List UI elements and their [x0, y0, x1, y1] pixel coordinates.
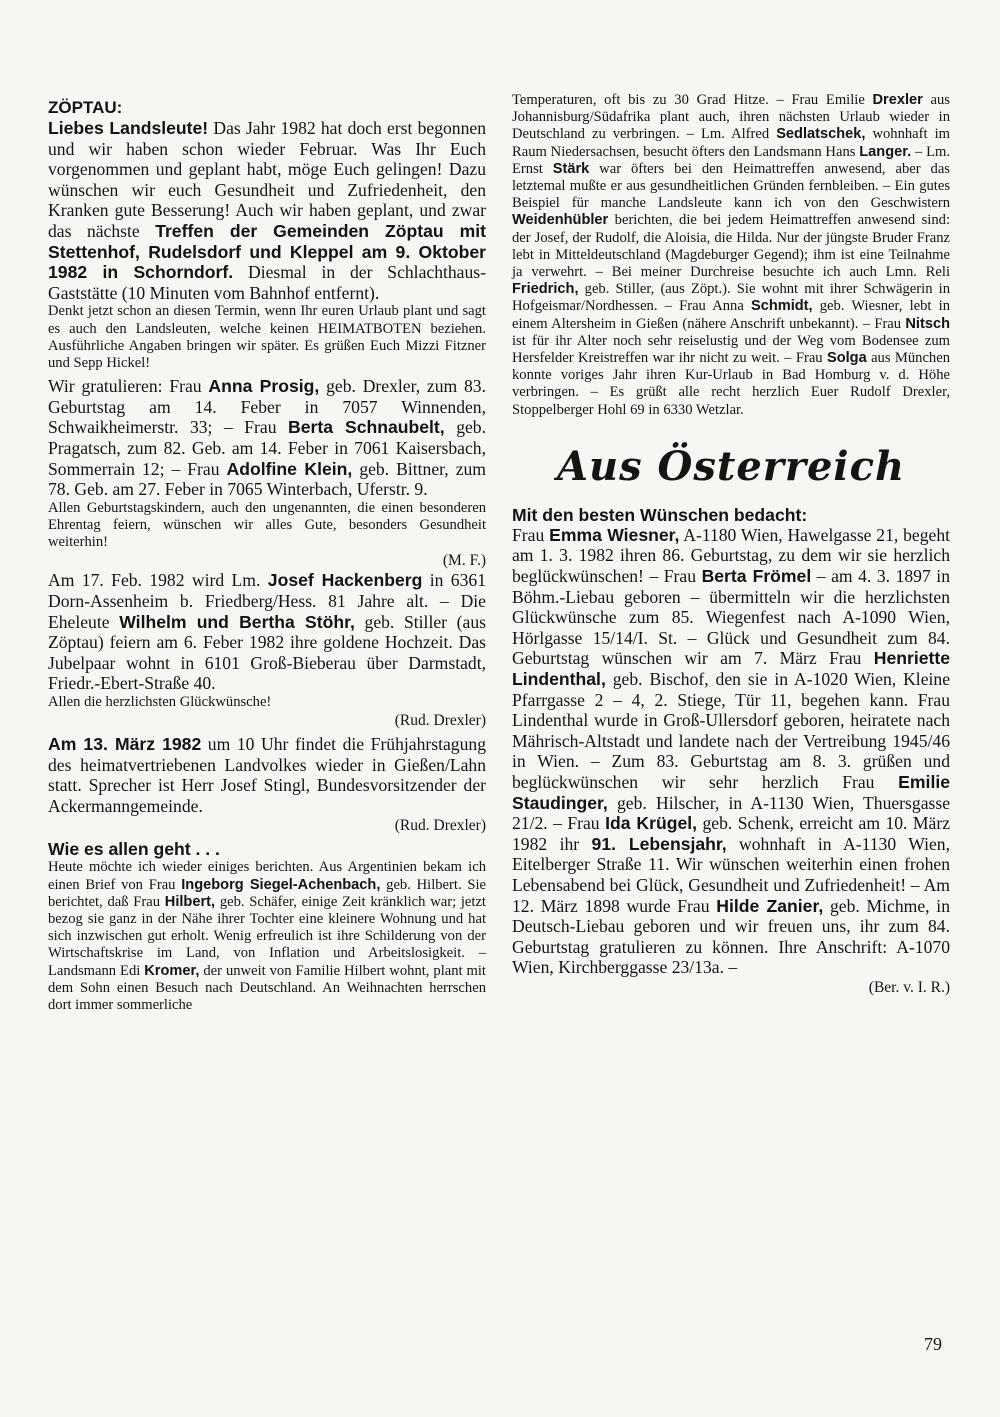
- paragraph-spring-meeting: Am 13. März 1982 um 10 Uhr findet die Frühjahrstagung des heimatvertriebenen Landvolkes wieder in Gießen/Lahn statt. Sprecher ist Herr Josef Stingl, Bundesvorsitzender der Ackermanngemeinde.: [48, 734, 486, 816]
- signature-rud-drexler-2: (Rud. Drexler): [394, 817, 486, 835]
- right-column: [512, 92, 950, 997]
- paragraph-greeting: Liebes Landsleute! Das Jahr 1982 hat doch erst begonnen und wir haben schon wieder Februar. Was Ihr Euch vorgenommen und geplant habt, möge Euch gelingen! Dazu wünschen wir euch Gesundheit und Zufriedenheit, den Kranken gute Besserung! Auch wir haben geplant, und zwar das nächste Treffen der Gemeinden Zöptau mit Stettenhof, Rudelsdorf und Kleppel am 9. Oktober 1982 in Schorndorf. Diesmal in der Schlachthaus-Gaststätte (10 Minuten vom Bahnhof entfernt).: [48, 118, 486, 303]
- paragraph-report: Heute möchte ich wieder einiges berichten. Aus Argentinien bekam ich einen Brief von Frau Ingeborg Siegel-Achenbach, geb. Hilbert. Sie berichtet, daß Frau Hilbert, geb. Schäfer, einige Zeit kränklich war; jetzt bezog sie ganz in der Nähe ihrer Tochter eine kleinere Wohnung und hat sich inzwischen gut erholt. Wenig erfreulich ist ihre Schilderung von der Wirtschaftskrise im Land, von Inflation und Arbeitslosigkeit. – Landsmann Edi Kromer, der unweit von Familie Hilbert wohnt, plant mit dem Sohn einen Besuch nach Deutschland. An Weihnachten herrschen dort immer sommerliche: [48, 859, 486, 1014]
- left-column: [48, 92, 486, 1014]
- paragraph-austria-birthdays: Frau Emma Wiesner, A-1180 Wien, Hawelgasse 21, begeht am 1. 3. 1982 ihren 86. Geburtstag, zu dem wir sie herzlich beglückwünschen! – Frau Berta Frömel – am 4. 3. 1897 in Böhm.-Liebau geboren – übermitteln wir die herzlichsten Glückwünsche zum 85. Wiegenfest nach A-1090 Wien, Hörlgasse 15/14/I. St. – Glück und Gesundheit zum 84. Geburtstag wünschen wir am 7. März Frau Henriette Lindenthal, geb. Bischof, den sie in A-1020 Wien, Kleine Pfarrgasse 2 – 4, 2. Stiege, Tür 11, begehen kann. Frau Lindenthal wurde in Groß-Ullersdorf geboren, heiratete nach Mährisch-Altstadt und landete nach der Vertreibung 1945/46 in Wien. – Zum 83. Geburtstag am 8. 3. grüßen und beglückwünschen wir sehr herzlich Frau Emilie Staudinger, geb. Hilscher, in A-1130 Wien, Thuersgasse 21/2. – Frau Ida Krügel, geb. Schenk, erreicht am 10. März 1982 ihr 91. Lebensjahr, wohnhaft in A-1130 Wien, Eitelberger Straße 11. Wir wünschen weiterhin einen frohen Lebensabend bei Glück, Gesundheit und Zufriedenheit! – Am 12. März 1898 wurde Frau Hilde Zanier, geb. Michme, in Deutsch-Liebau geboren und wir freuen uns, ihr zum 84. Geburtstag gratulieren zu können. Ihre Anschrift: A-1070 Wien, Kirchberggasse 23/13a. –: [512, 524, 951, 978]
- paragraph-congrats: Allen die herzlichsten Glückwünsche!: [48, 693, 272, 710]
- signature-mf: (M. F.): [442, 552, 486, 570]
- paragraph-birthdays: Wir gratulieren: Frau Anna Prosig, geb. Drexler, zum 83. Geburtstag am 14. Feber in 7057 Winnenden, Schwaikheimerstr. 33; – Frau Berta Schnaubelt, geb. Pragatsch, zum 82. Geb. am 14. Feber in 7061 Kaisersbach, Sommerrain 12; – Frau Adolfine Klein, geb. Bittner, zum 78. Geb. am 27. Feber in 7065 Winterbach, Uferstr. 9.: [48, 376, 487, 500]
- paragraph-anniversaries: Am 17. Feb. 1982 wird Lm. Josef Hackenberg in 6361 Dorn-Assenheim b. Friedberg/Hess. 81 Jahre alt. – Die Eheleute Wilhelm und Bertha Stöhr, geb. Stiller (aus Zöptau) feiern am 6. Feber 1982 ihre goldene Hochzeit. Das Jubelpaar wohnt in 6101 Groß-Bieberau über Darmstadt, Friedr.-Ebert-Straße 40.: [48, 570, 486, 694]
- paragraph-report-continued: Temperaturen, oft bis zu 30 Grad Hitze. – Frau Emilie Drexler aus Johannisburg/Südafrika plant auch, ihren nächsten Urlaub wieder in Deutschland zu verbringen. – Lm. Alfred Sedlatschek, wohnhaft im Raum Niedersachsen, besucht öfters den Landsmann Hans Langer. – Lm. Ernst Stärk war öfters bei den Heimattreffen anwesend, aber das letztemal mußte er aus gesundheitlichen Gründen fernbleiben. – Ein gutes Beispiel für manche Landsleute kann ich von den Geschwistern Weidenhübler berichten, die bei jedem Heimattreffen anwesend sind: der Josef, der Rudolf, die Aloisia, die Hilda. Nur der jüngste Bruder Franz lebt in Mitteldeutschland (Magdeburger Gegend); ihm ist eine Teilnahme ja verwehrt. – Bei meiner Durchreise besuchte ich auch Lmn. Reli Friedrich, geb. Stiller, (aus Zöpt.). Sie wohnt mit ihrer Schwägerin in Hofgeismar/Nordhessen. – Frau Anna Schmidt, geb. Wiesner, lebt in einem Altersheim in Gießen (nähere Anschrift unbekannt). – Frau Nitsch ist für ihr Alter noch sehr reiselustig und der Weg vom Bodensee zum Hersfelder Kreistreffen war ihr nicht zu weit. – Frau Solga aus München konnte voriges Jahr ihren Kur-Urlaub in Bad Homburg v. d. Höhe verbringen. – Es grüßt alle recht herzlich Euer Rudolf Drexler, Stoppelberger Hohl 69 in 6330 Wetzlar.: [512, 92, 951, 418]
- subheading-wuensche: Mit den besten Wünschen bedacht:: [512, 504, 808, 525]
- section-title-aus-oesterreich: Aus Österreich: [556, 442, 906, 490]
- section-heading-zoeptau: ZÖPTAU:: [48, 98, 123, 117]
- page-number: 79: [924, 1334, 942, 1354]
- subheading-wie-es-allen-geht: Wie es allen geht . . .: [48, 839, 220, 860]
- signature-ber-v-ir: (Ber. v. I. R.): [868, 978, 950, 996]
- signature-rud-drexler-1: (Rud. Drexler): [394, 712, 486, 730]
- paragraph-wishes: Allen Geburtstagskindern, auch den ungenannten, die einen besonderen Ehrentag feiern, wünschen wir alles Gute, besonders Gesundheit weiterhin!: [48, 499, 486, 551]
- paragraph-reminder: Denkt jetzt schon an diesen Termin, wenn Ihr euren Urlaub plant und sagt es auch den Landsleuten, welche keinen HEIMATBOTEN beziehen. Ausführliche Angaben bringen wir später. Es grüßen Euch Mizzi Fitzner und Sepp Hickel!: [48, 303, 486, 371]
